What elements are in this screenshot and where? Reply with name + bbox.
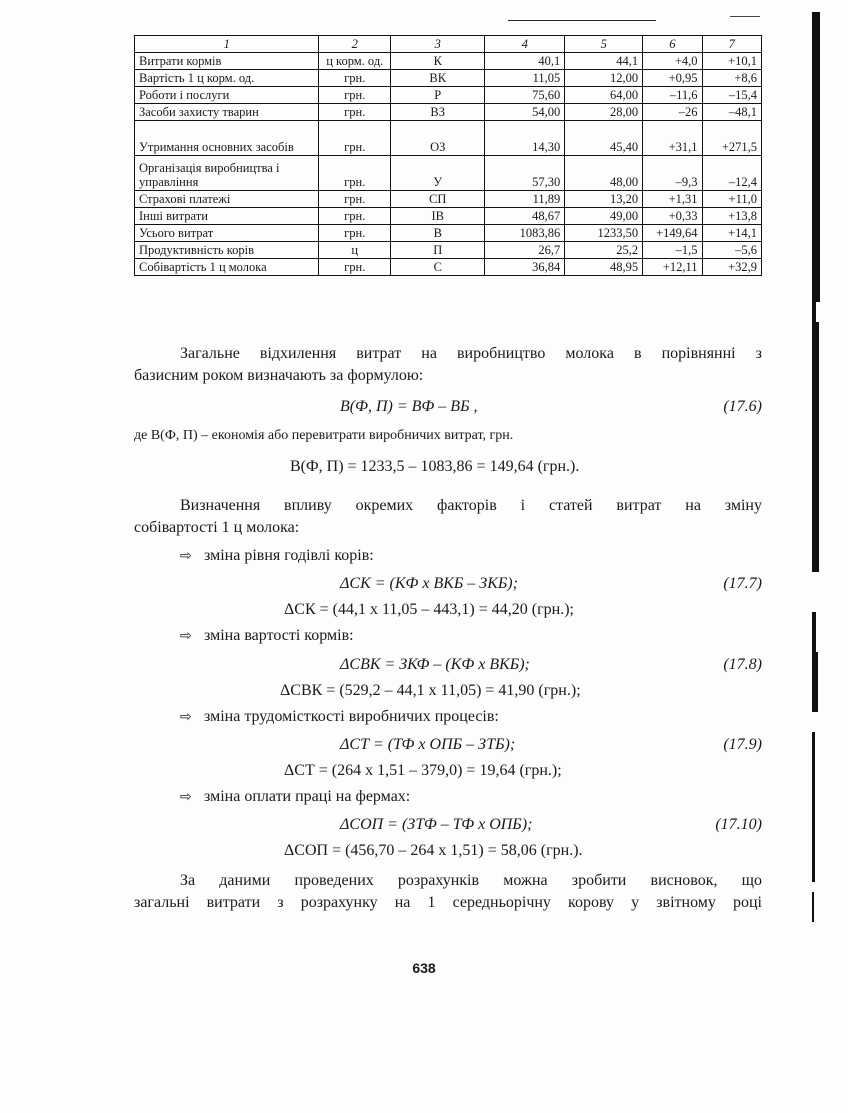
bullet-item xyxy=(180,788,410,806)
deviation-abs-cell: +12,11 xyxy=(643,259,702,276)
calculation-17-6: B(Ф, П) = 1233,5 – 1083,86 = 149,64 (грн.). xyxy=(290,458,580,475)
actual-value-cell: 45,40 xyxy=(565,121,643,156)
deviation-abs-cell: –1,5 xyxy=(643,242,702,259)
equation-number: (17.8) xyxy=(723,656,762,673)
indicator-cell: Страхові платежі xyxy=(135,191,319,208)
actual-value-cell: 1233,50 xyxy=(565,225,643,242)
calculation-17-10: ΔCОП = (456,70 – 264 x 1,51) = 58,06 (грн.). xyxy=(284,842,583,859)
deviation-pct-cell: –48,1 xyxy=(702,104,761,121)
actual-value-cell: 48,95 xyxy=(565,259,643,276)
table-row xyxy=(135,259,762,276)
base-value-cell: 26,7 xyxy=(485,242,565,259)
table-header-cell: 5 xyxy=(565,36,643,53)
bullet-label: зміна вартості кормів: xyxy=(204,627,354,644)
unit-cell: грн. xyxy=(319,259,391,276)
scan-edge-shadow xyxy=(812,12,826,922)
indicator-cell: Засоби захисту тварин xyxy=(135,104,319,121)
symbol-cell: К xyxy=(391,53,485,70)
symbol-cell: П xyxy=(391,242,485,259)
actual-value-cell: 64,00 xyxy=(565,87,643,104)
base-value-cell: 11,05 xyxy=(485,70,565,87)
formula-17-10: ΔCОП = (ЗТФ – ТФ x ОПБ); xyxy=(340,816,533,833)
symbol-cell: Р xyxy=(391,87,485,104)
indicator-cell: Усього витрат xyxy=(135,225,319,242)
base-value-cell: 48,67 xyxy=(485,208,565,225)
bullet-label: зміна оплати праці на фермах: xyxy=(204,788,411,805)
table-header-cell: 4 xyxy=(485,36,565,53)
indicator-cell: Продуктивність корів xyxy=(135,242,319,259)
table-row xyxy=(135,156,762,191)
deviation-abs-cell: +0,95 xyxy=(643,70,702,87)
actual-value-cell: 25,2 xyxy=(565,242,643,259)
actual-value-cell: 48,00 xyxy=(565,156,643,191)
base-value-cell: 11,89 xyxy=(485,191,565,208)
base-value-cell: 75,60 xyxy=(485,87,565,104)
deviation-pct-cell: +32,9 xyxy=(702,259,761,276)
deviation-abs-cell: +4,0 xyxy=(643,53,702,70)
table-row xyxy=(135,208,762,225)
unit-cell: грн. xyxy=(319,208,391,225)
unit-cell: грн. xyxy=(319,104,391,121)
unit-cell: ц корм. од. xyxy=(319,53,391,70)
unit-cell: грн. xyxy=(319,70,391,87)
deviation-abs-cell: –26 xyxy=(643,104,702,121)
table-row xyxy=(135,121,762,156)
deviation-pct-cell: +271,5 xyxy=(702,121,761,156)
paragraph-line: Визначення впливу окремих факторів і статей витрат на зміну xyxy=(180,497,762,514)
table-header-cell: 7 xyxy=(702,36,761,53)
formula-17-6: B(Ф, П) = BФ – BБ , xyxy=(340,398,478,415)
page-number: 638 xyxy=(412,960,436,976)
symbol-cell: ВЗ xyxy=(391,104,485,121)
formula-17-8: ΔCВК = ЗКФ – (KФ x ВКБ); xyxy=(340,656,530,673)
indicator-cell: Утримання основних засобів xyxy=(135,121,319,156)
formula-17-7: ΔCК = (KФ x ВКБ – ЗКБ); xyxy=(340,575,518,592)
unit-cell: грн. xyxy=(319,121,391,156)
table-header-cell: 6 xyxy=(643,36,702,53)
indicator-cell: Витрати кормів xyxy=(135,53,319,70)
indicator-cell: Роботи і послуги xyxy=(135,87,319,104)
equation-number: (17.10) xyxy=(715,816,762,833)
table-row xyxy=(135,191,762,208)
paragraph-line: загальні витрати з розрахунку на 1 середньорічну корову у звітному році xyxy=(134,894,762,911)
deviation-abs-cell: +31,1 xyxy=(643,121,702,156)
deviation-pct-cell: +14,1 xyxy=(702,225,761,242)
paragraph-line: Загальне відхилення витрат на виробництво молока в порівнянні з xyxy=(180,345,762,362)
deviation-pct-cell: +13,8 xyxy=(702,208,761,225)
base-value-cell: 1083,86 xyxy=(485,225,565,242)
paragraph-conclusion xyxy=(134,870,762,914)
symbol-cell: ВК xyxy=(391,70,485,87)
symbol-cell: СП xyxy=(391,191,485,208)
actual-value-cell: 28,00 xyxy=(565,104,643,121)
equation-number: (17.6) xyxy=(723,398,762,415)
deviation-abs-cell: –9,3 xyxy=(643,156,702,191)
paragraph-factors xyxy=(134,495,762,539)
calculation-17-7: ΔCК = (44,1 x 11,05 – 443,1) = 44,20 (грн.); xyxy=(284,601,574,618)
equation-number: (17.9) xyxy=(723,736,762,753)
indicator-cell: Інші витрати xyxy=(135,208,319,225)
table-header-row xyxy=(135,36,762,53)
unit-cell: грн. xyxy=(319,87,391,104)
cost-table xyxy=(134,35,762,276)
base-value-cell: 36,84 xyxy=(485,259,565,276)
formula-explanation: де B(Ф, П) – економія або перевитрати виробничих витрат, грн. xyxy=(134,428,514,443)
deviation-abs-cell: –11,6 xyxy=(643,87,702,104)
unit-cell: ц xyxy=(319,242,391,259)
calculation-17-9: ΔCТ = (264 x 1,51 – 379,0) = 19,64 (грн.); xyxy=(284,762,562,779)
actual-value-cell: 13,20 xyxy=(565,191,643,208)
symbol-cell: ОЗ xyxy=(391,121,485,156)
table-row xyxy=(135,70,762,87)
table-row xyxy=(135,53,762,70)
paragraph-intro xyxy=(134,343,762,387)
right-arrow-icon: ⇨ xyxy=(180,709,192,725)
right-arrow-icon: ⇨ xyxy=(180,789,192,805)
unit-cell: грн. xyxy=(319,225,391,242)
table-row xyxy=(135,87,762,104)
base-value-cell: 40,1 xyxy=(485,53,565,70)
deviation-pct-cell: +10,1 xyxy=(702,53,761,70)
deviation-abs-cell: +149,64 xyxy=(643,225,702,242)
symbol-cell: У xyxy=(391,156,485,191)
symbol-cell: В xyxy=(391,225,485,242)
deviation-pct-cell: –12,4 xyxy=(702,156,761,191)
bullet-label: зміна трудомісткості виробничих процесів: xyxy=(204,708,499,725)
table-row xyxy=(135,225,762,242)
indicator-cell: Організація виробництва і управління xyxy=(135,156,319,191)
table-header-cell: 2 xyxy=(319,36,391,53)
calculation-17-8: ΔCВК = (529,2 – 44,1 x 11,05) = 41,90 (грн.); xyxy=(280,682,581,699)
table-row xyxy=(135,242,762,259)
actual-value-cell: 12,00 xyxy=(565,70,643,87)
right-arrow-icon: ⇨ xyxy=(180,548,192,564)
bullet-label: зміна рівня годівлі корів: xyxy=(204,547,374,564)
deviation-pct-cell: +11,0 xyxy=(702,191,761,208)
indicator-cell: Собівартість 1 ц молока xyxy=(135,259,319,276)
actual-value-cell: 44,1 xyxy=(565,53,643,70)
base-value-cell: 14,30 xyxy=(485,121,565,156)
header-rule xyxy=(508,20,656,21)
unit-cell: грн. xyxy=(319,191,391,208)
deviation-pct-cell: –15,4 xyxy=(702,87,761,104)
header-rule-short xyxy=(730,16,760,17)
indicator-cell: Вартість 1 ц корм. од. xyxy=(135,70,319,87)
table-header-cell: 1 xyxy=(135,36,319,53)
base-value-cell: 54,00 xyxy=(485,104,565,121)
symbol-cell: С xyxy=(391,259,485,276)
symbol-cell: ІВ xyxy=(391,208,485,225)
formula-17-9: ΔCТ = (ТФ x ОПБ – ЗТБ); xyxy=(340,736,516,753)
deviation-abs-cell: +1,31 xyxy=(643,191,702,208)
bullet-item xyxy=(180,547,374,565)
paragraph-line: собівартості 1 ц молока: xyxy=(134,519,300,536)
deviation-abs-cell: +0,33 xyxy=(643,208,702,225)
unit-cell: грн. xyxy=(319,156,391,191)
paragraph-line: За даними проведених розрахунків можна зробити висновок, що xyxy=(180,872,762,889)
deviation-pct-cell: –5,6 xyxy=(702,242,761,259)
equation-number: (17.7) xyxy=(723,575,762,592)
deviation-pct-cell: +8,6 xyxy=(702,70,761,87)
table-row xyxy=(135,104,762,121)
bullet-item xyxy=(180,708,499,726)
right-arrow-icon: ⇨ xyxy=(180,628,192,644)
table-header-cell: 3 xyxy=(391,36,485,53)
bullet-item xyxy=(180,627,354,645)
paragraph-line: базисним роком визначають за формулою: xyxy=(134,367,424,384)
base-value-cell: 57,30 xyxy=(485,156,565,191)
actual-value-cell: 49,00 xyxy=(565,208,643,225)
